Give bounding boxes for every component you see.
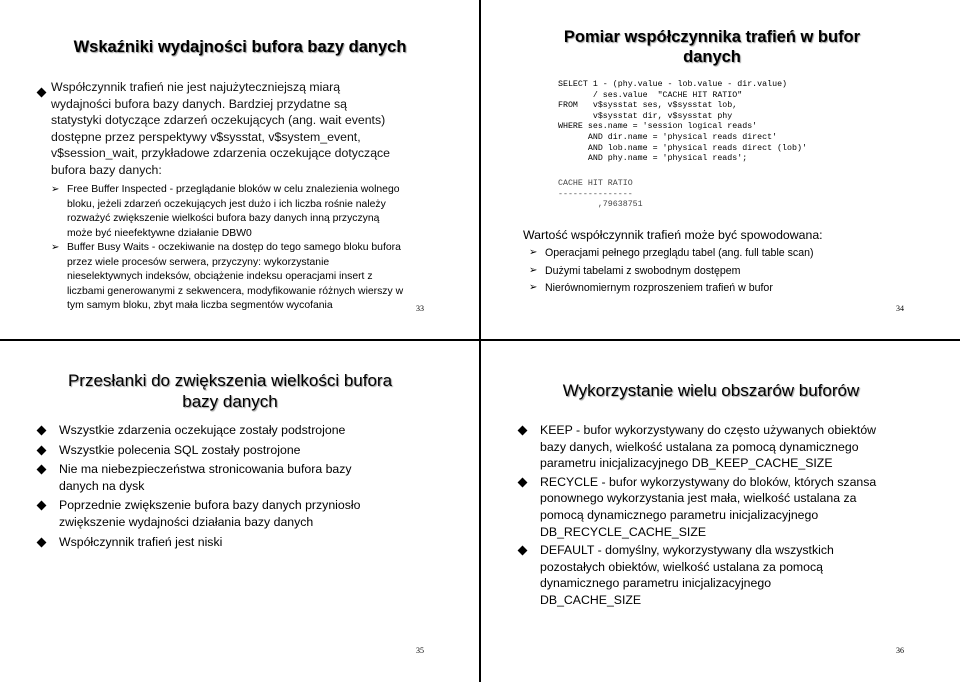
title-line: Pomiar współczynnika trafień w bufor <box>563 28 861 46</box>
list-item-line: ponownego wykorzystania jest mała, wielkość ustalana za <box>540 491 857 506</box>
bullet-line-text: statystyki dotyczące zdarzeń oczekujących (ang. wait events) <box>51 113 386 128</box>
bullet-line: v$session_wait, przykładowe zdarzenia oczekujące dotyczące <box>51 146 391 161</box>
arrow-bullet-icon: ➢ <box>51 242 60 253</box>
list-item-line: Poprzednie zwiększenie bufora bazy danych przyniosło <box>59 498 361 513</box>
title-line: bazy danych <box>182 392 278 411</box>
sub1-line: może być nieefektywne działanie DBW0 <box>67 227 252 239</box>
list-item-line: Nie ma niebezpieczeństwa stronicowania bufora bazy <box>59 462 352 477</box>
bullet-diamond-icon <box>37 426 47 436</box>
slide-35-title <box>0 370 460 412</box>
bullet-line <box>51 112 471 129</box>
slide-36 <box>481 341 960 682</box>
bullet-diamond-icon <box>37 501 47 511</box>
page-number: 36 <box>896 646 904 655</box>
list-item <box>519 474 939 540</box>
slide-34 <box>481 0 960 338</box>
list-item <box>529 263 814 281</box>
sub2-line: Buffer Busy Waits - oczekiwanie na dostęp do tego samego bloku bufora <box>67 242 401 253</box>
list-item <box>529 280 814 298</box>
query-result: CACHE HIT RATIO --------------- ,79638751 <box>558 179 643 210</box>
bullet-line: bufora bazy danych: <box>51 162 162 177</box>
list-item-line: zwiększenie wydajności działania bazy danych <box>59 514 314 529</box>
sql-query: SELECT 1 - (phy.value - lob.value - dir.value) / ses.value "CACHE HIT RATIO" FROM v$sysstat ses, v$sysstat lob, v$sysstat dir, v$sysstat phy WHERE ses.name = 'session logical reads' AND dir.name = 'physical reads direct' AND lob.name = 'physical reads direct (lob)' AND phy.name = 'physical reads'; <box>558 80 807 164</box>
arrow-bullet-icon: ➢ <box>529 247 538 258</box>
bullet-line: wydajności bufora bazy danych. Bardziej przydatne są <box>51 96 347 111</box>
list-item-line: pomocą dynamicznego parametru inicjalizacyjnego <box>540 507 819 522</box>
sub2-line: liczbami generowanymi z sekwencera, modyfikowanie różnych wierszy w <box>67 285 404 297</box>
list-item <box>38 442 458 459</box>
page-number: 34 <box>896 304 904 313</box>
slide-33-title: Wskaźniki wydajności bufora bazy danych <box>73 38 407 56</box>
arrow-bullet-icon: ➢ <box>51 184 60 195</box>
bullet-diamond-icon <box>518 546 528 556</box>
page-number: 35 <box>416 646 424 655</box>
list-item <box>38 534 458 551</box>
sub2-text <box>51 241 476 314</box>
list-item <box>38 461 458 494</box>
list-item <box>519 422 939 472</box>
sub2-line: nieselektywnych indeksów, obciążenie indeksu operacjami insert z <box>67 271 373 283</box>
bullet-line: dostępne przez perspektywy v$sysstat, v$system_event, <box>51 129 361 144</box>
slide-35-list <box>38 422 458 550</box>
sub2-line: tym samym bloku, zbyt mała liczba segmentów wycofania <box>67 300 333 312</box>
title-line: danych <box>683 48 741 66</box>
list-item-line: danych na dysk <box>59 478 145 493</box>
arrow-bullet-icon: ➢ <box>529 282 538 293</box>
sub1-line: rozważyć zwiększenie wielkości bufora bazy danych inną przyczyną <box>67 213 380 225</box>
list-item-text: Dużymi tabelami z swobodnym dostępem <box>545 264 741 277</box>
bullet-diamond-icon <box>37 88 47 98</box>
list-item-line: bazy danych, wielkość ustalana za pomocą dynamicznego <box>540 439 859 454</box>
slide-33-sub2 <box>51 241 476 314</box>
list-item-line: dynamicznego parametru inicjalizacyjnego <box>540 576 772 591</box>
slide-33 <box>0 0 478 338</box>
list-item-text: Operacjami pełnego przeglądu tabel (ang. full table scan) <box>545 247 814 259</box>
bullet-diamond-icon <box>37 445 47 455</box>
list-item-line: Wszystkie polecenia SQL zostały postrojone <box>59 442 301 457</box>
list-item-line: pozostałych obiektów, wielkość ustalana za pomocą <box>540 559 823 574</box>
slide-36-title: Wykorzystanie wielu obszarów buforów <box>562 381 860 400</box>
bullet-diamond-icon <box>37 537 47 547</box>
slide-36-list <box>519 422 939 609</box>
list-item-line: DEFAULT - domyślny, wykorzystywany dla wszystkich <box>540 543 834 558</box>
bullet-diamond-icon <box>37 465 47 475</box>
slide-33-bullet-text <box>51 79 471 179</box>
list-item <box>38 497 458 530</box>
list-item-line: RECYCLE - bufor wykorzystywany do bloków, których szansa <box>540 474 877 489</box>
sub1-line: Free Buffer Inspected - przeglądanie bloków w celu znalezienia wolnego <box>67 184 400 195</box>
slide-34-title <box>481 27 943 67</box>
bullet-diamond-icon <box>518 426 528 436</box>
sub1-line: bloku, jeżeli zdarzeń oczekujących jest dużo i ich liczba rośnie należy <box>67 198 386 210</box>
list-item-text: Nierównomiernym rozproszeniem trafień w bufor <box>545 282 773 294</box>
list-item-line: Wszystkie zdarzenia oczekujące zostały podstrojone <box>59 423 346 437</box>
bullet-line: Współczynnik trafień nie jest najużyteczniejszą miarą <box>51 80 341 94</box>
page-number: 33 <box>416 304 424 313</box>
list-item-line: parametru inicjalizacyjnego DB_KEEP_CACHE_SIZE <box>540 456 833 471</box>
list-item <box>529 245 814 263</box>
slide-34-list <box>529 245 814 298</box>
list-item <box>519 542 939 608</box>
slide-34-lead: Wartość współczynnik trafień może być spowodowana: <box>523 228 823 242</box>
list-item <box>38 422 458 439</box>
title-line: Przesłanki do zwiększenia wielkości bufora <box>67 371 393 390</box>
sub2-line: przez wiele procesów serwera, przyczyny: wykorzystanie <box>67 256 330 268</box>
slide-35 <box>0 341 478 682</box>
slide-33-sub1 <box>51 183 476 241</box>
list-item-line: DB_RECYCLE_CACHE_SIZE <box>540 524 707 539</box>
bullet-diamond-icon <box>518 477 528 487</box>
list-item-line: Współczynnik trafień jest niski <box>59 534 223 549</box>
list-item-line: DB_CACHE_SIZE <box>540 592 642 607</box>
arrow-bullet-icon: ➢ <box>529 264 538 276</box>
sub1-text <box>51 183 476 241</box>
list-item-line: KEEP - bufor wykorzystywany do często używanych obiektów <box>540 423 877 437</box>
